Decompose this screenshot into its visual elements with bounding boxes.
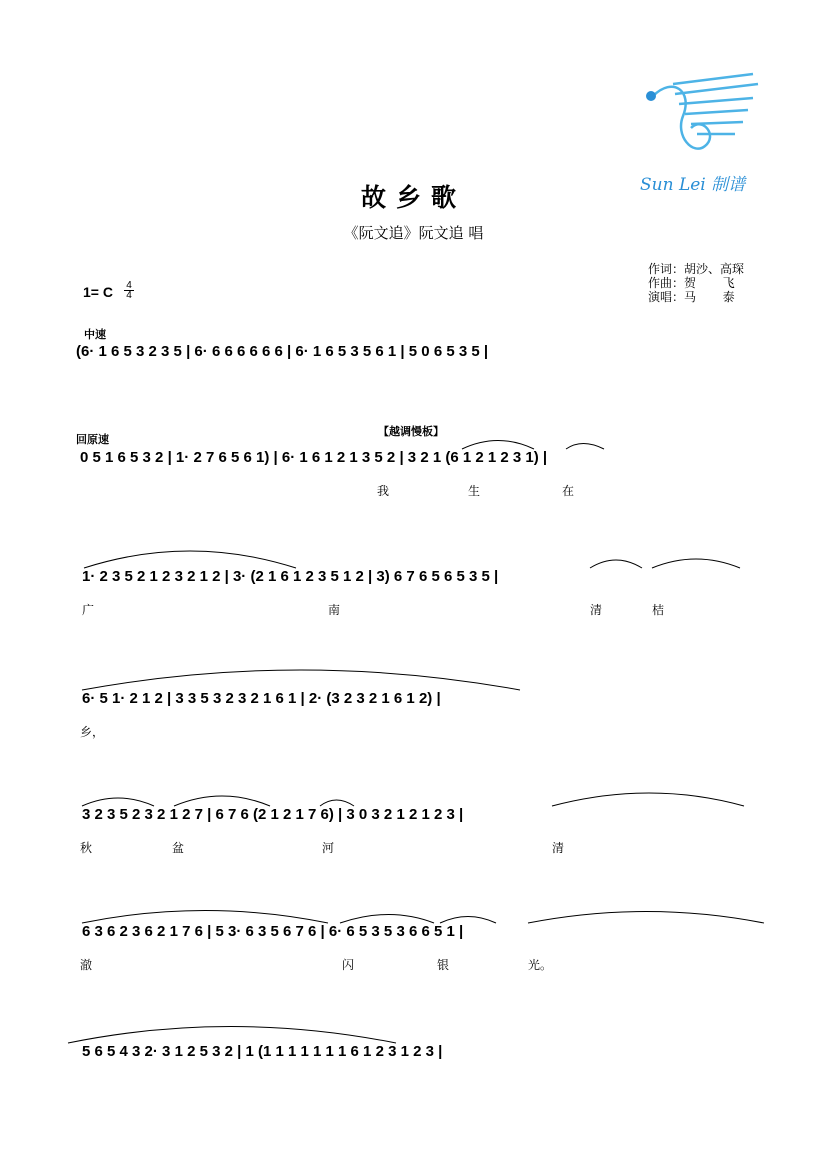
lyric: 清 [552,841,565,855]
notes-line-7: 5 6 5 4 3 2· 3 1 2 5 3 2 | 1 (1 1 1 1 1 1 1 6 1 2 3 1 2 3 | [82,1043,443,1060]
notes-line-2: 0 5 1 6 5 3 2 | 1· 2 7 6 5 6 1) | 6· 1 6 1 2 1 3 5 2 | 3 2 1 (6 1 2 1 2 3 1) | [80,449,548,466]
lyric: 乡， [80,725,105,739]
key-signature: 1= C [83,284,113,300]
lyricist: 作词：胡沙、高琛 [648,262,745,276]
lyric: 广 [82,603,95,617]
lyric: 生 [468,484,481,498]
logo-text: Sun Lei 制谱 [640,175,746,195]
notes-line-5: 3 2 3 5 2 3 2 1 2 7 | 6 7 6 (2 1 2 1 7 6) | 3 0 3 2 1 2 1 2 3 | [82,806,464,823]
lyric: 闪 [342,958,355,972]
lyric: 南 [328,603,341,617]
notes-line-6: 6 3 6 2 3 6 2 1 7 6 | 5 3· 6 3 5 6 7 6 | 6· 6 5 3 5 3 6 6 5 1 | [82,923,464,940]
slur [566,444,604,450]
song-subtitle: 《阮文追》阮文追 唱 [343,224,484,242]
time-bottom: 4 [124,290,134,300]
slur [84,551,296,568]
composer: 作曲：贺 飞 [648,276,735,290]
lyric: 清 [590,603,603,617]
slur [528,912,764,924]
slur [652,559,740,568]
slur [552,793,744,806]
lyric: 桔 [652,603,665,617]
lyric: 澈 [80,958,93,972]
tempo-mark-3: 【越调慢板】 [378,426,444,438]
slur [320,800,354,806]
slur [68,1027,396,1044]
lyric: 银 [437,958,450,972]
song-title: 故乡歌 [360,184,466,212]
time-top: 4 [126,280,132,291]
slur [174,796,270,806]
slur [590,560,642,568]
lyric: 河 [322,841,335,855]
lyric: 在 [562,484,575,498]
singer: 演唱：马 泰 [648,290,735,304]
lyric: 我 [377,484,390,498]
slur [462,441,534,450]
notes-line-1: (6· 1 6 5 3 2 3 5 | 6· 6 6 6 6 6 6 | 6· 1 6 5 3 5 6 1 | 5 0 6 5 3 5 | [76,343,489,360]
lyric: 盆 [172,841,185,855]
tempo-mark-1: 中速 [84,329,106,341]
notes-line-3: 1· 2 3 5 2 1 2 3 2 1 2 | 3· (2 1 6 1 2 3 5 1 2 | 3) 6 7 6 5 6 5 3 5 | [82,568,499,585]
slur [82,911,328,924]
slur [440,917,496,924]
slur [82,670,520,690]
lyric: 光。 [528,958,553,972]
tempo-mark-2: 回原速 [76,434,109,446]
slur [82,798,154,806]
notes-line-4: 6· 5 1· 2 1 2 | 3 3 5 3 2 3 2 1 6 1 | 2· (3 2 3 2 1 6 1 2) | [82,690,441,707]
slur [340,915,434,924]
lyric: 秋 [80,841,93,855]
